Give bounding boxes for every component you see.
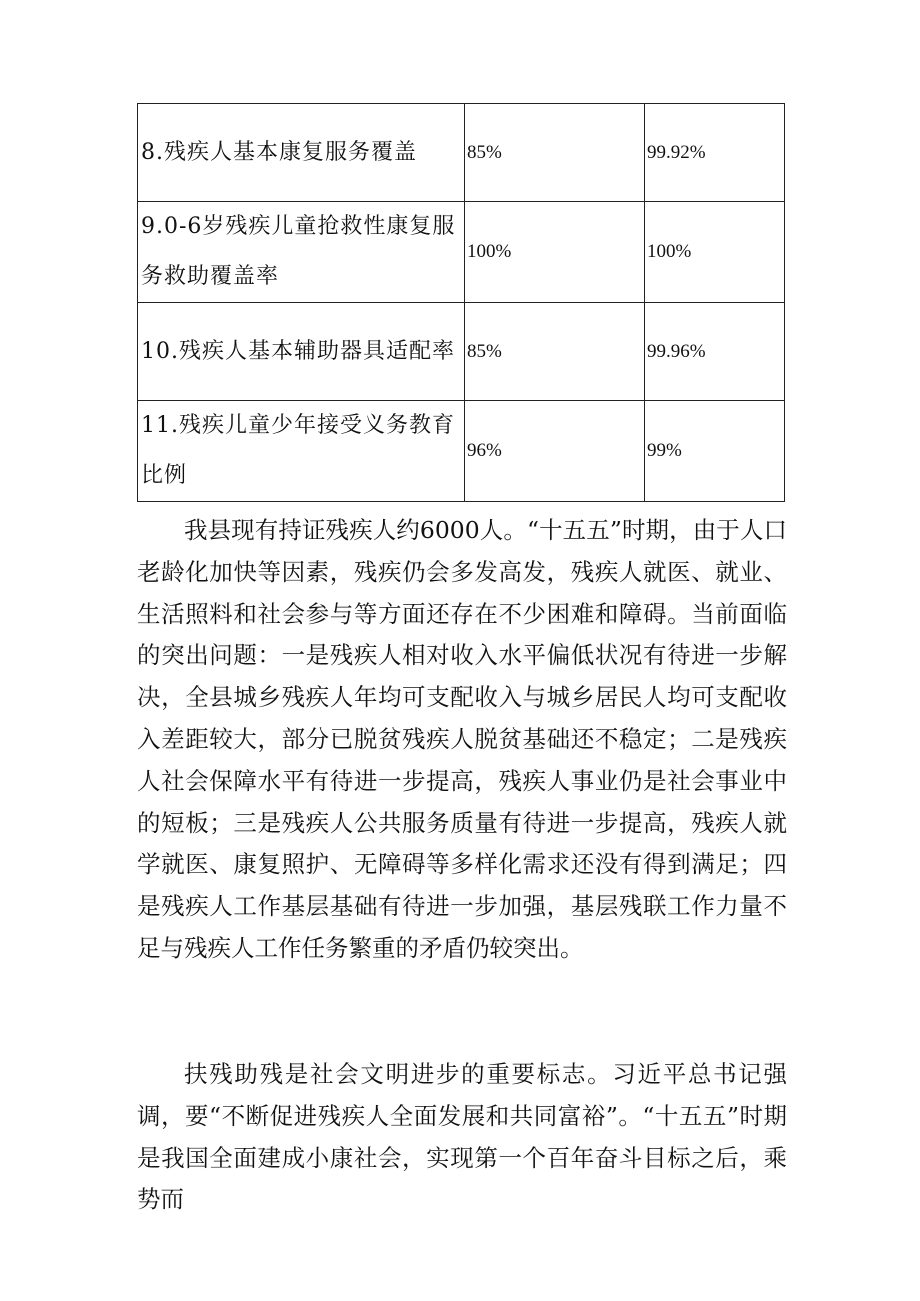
table-row	[138, 303, 785, 401]
table-row	[138, 401, 785, 502]
actual-value: 99%	[647, 440, 682, 461]
indicator-cell	[138, 401, 465, 502]
actual-cell	[645, 104, 785, 202]
body-paragraph: 我县现有持证残疾人约6000人。“十五五”时期，由于人口老龄化加快等因素，残疾仍会多发高发，残疾人就医、就业、生活照料和社会参与等方面还存在不少困难和障碍。当前面临的突出问题：一是残疾人相对收入水平偏低状况有待进一步解决，全县城乡残疾人年均可支配收入与城乡居民人均可支配收入差距较大，部分已脱贫残疾人脱贫基础还不稳定；二是残疾人社会保障水平有待进一步提高，残疾人事业仍是社会事业中的短板；三是残疾人公共服务质量有待进一步提高，残疾人就学就医、康复照护、无障碍等多样化需求还没有得到满足；四是残疾人工作基层基础有待进一步加强，基层残联工作力量不足与残疾人工作任务繁重的矛盾仍较突出。	[137, 516, 787, 962]
indicator-cell	[138, 104, 465, 202]
indicator-cell	[138, 303, 465, 401]
table-row	[138, 202, 785, 303]
actual-value: 99.96%	[647, 340, 706, 362]
actual-cell	[645, 202, 785, 303]
target-value: 96%	[467, 440, 502, 461]
indicator-label: 8.残疾人基本康复服务覆盖	[141, 139, 417, 165]
indicator-label: 11.残疾儿童少年接受义务教育比例	[141, 413, 455, 488]
target-cell	[465, 104, 645, 202]
actual-cell	[645, 303, 785, 401]
actual-value: 99.92%	[647, 141, 706, 163]
body-paragraph: 扶残助残是社会文明进步的重要标志。习近平总书记强调，要“不断促进残疾人全面发展和共同富裕”。“十五五”时期是我国全面建成小康社会，实现第一个百年奋斗目标之后，乘势而	[137, 1060, 787, 1214]
indicator-label: 9.0-6岁残疾儿童抢救性康复服务救助覆盖率	[141, 214, 456, 289]
target-cell	[465, 303, 645, 401]
table-row	[138, 104, 785, 202]
actual-value: 100%	[647, 241, 692, 262]
actual-cell	[645, 401, 785, 502]
indicator-table	[137, 103, 785, 502]
target-value: 85%	[467, 340, 502, 362]
target-cell	[465, 401, 645, 502]
target-cell	[465, 202, 645, 303]
indicator-label: 10.残疾人基本辅助器具适配率	[141, 338, 455, 364]
target-value: 100%	[467, 241, 512, 262]
target-value: 85%	[467, 141, 502, 163]
indicator-cell	[138, 202, 465, 303]
